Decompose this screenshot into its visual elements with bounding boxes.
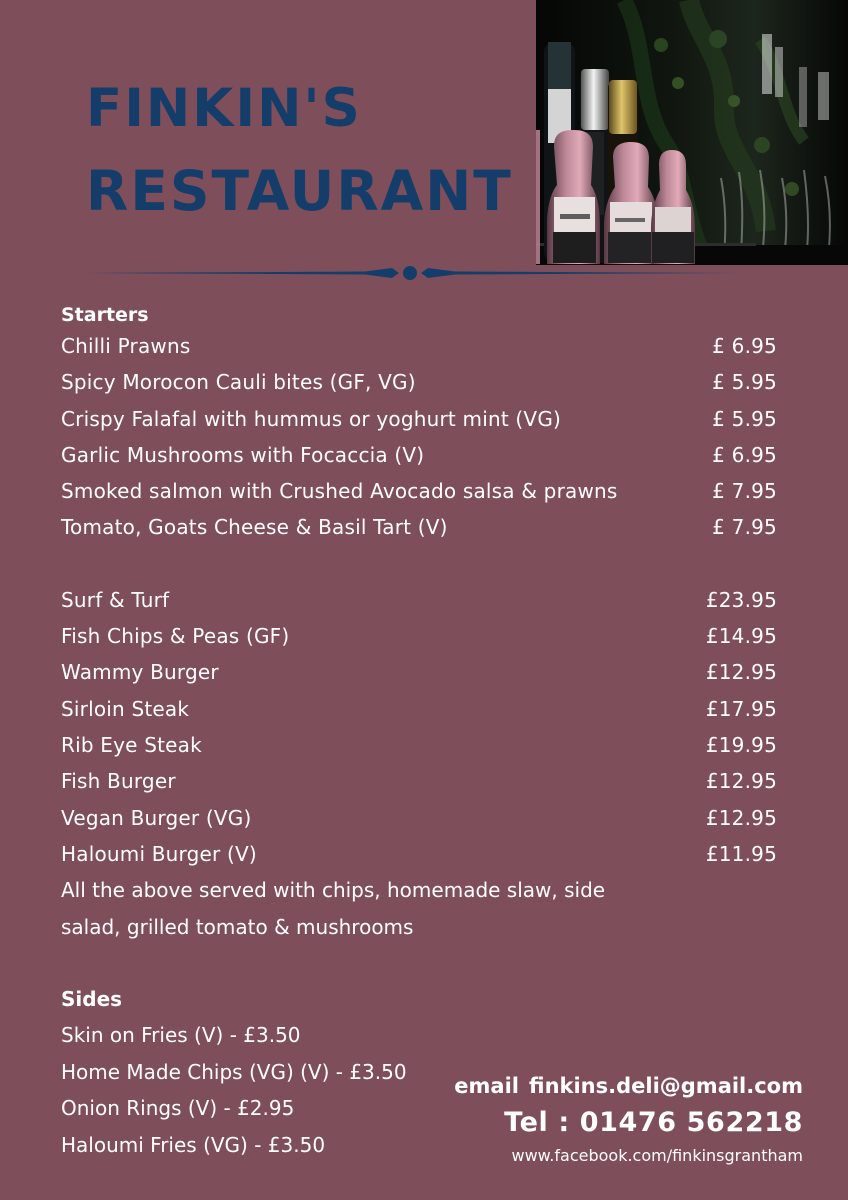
facebook-link[interactable]: www.facebook.com/finkinsgrantham: [511, 1146, 803, 1165]
main-item: [61, 582, 777, 618]
main-item: [61, 763, 777, 799]
starter-item: [61, 401, 777, 437]
starter-name: Crispy Falafal with hummus or yoghurt mint (VG): [61, 406, 562, 431]
telephone-number[interactable]: Tel : 01476 562218: [504, 1107, 803, 1138]
main-name: Wammy Burger: [61, 660, 219, 685]
section-spacer: [61, 945, 777, 981]
main-item: [61, 727, 777, 763]
starter-name: Tomato, Goats Cheese & Basil Tart (V): [61, 515, 448, 540]
starter-price: £ 6.95: [712, 334, 777, 358]
main-name: Rib Eye Steak: [61, 732, 202, 757]
side-item: Skin on Fries (V) - £3.50: [61, 1023, 301, 1048]
starter-name: Smoked salmon with Crushed Avocado salsa & prawns: [61, 479, 618, 504]
main-price: £19.95: [705, 732, 777, 757]
side-item: Home Made Chips (VG) (V) - £3.50: [61, 1059, 407, 1084]
main-price: £12.95: [705, 769, 777, 794]
starter-price: £ 5.95: [712, 370, 777, 395]
starter-item: [61, 473, 777, 509]
email-line: [454, 1071, 803, 1102]
side-item: Onion Rings (V) - £2.95: [61, 1096, 295, 1121]
title-line-two: RESTAURANT: [86, 159, 513, 223]
title-line-one: FINKIN'S: [86, 78, 362, 139]
mains-serving-note: All the above served with chips, homemade slaw, side salad, grilled tomato & mushrooms: [61, 878, 606, 939]
main-item: [61, 691, 777, 727]
starter-price: £ 5.95: [712, 406, 777, 431]
sides-heading: Sides: [61, 987, 123, 1012]
starter-item: [61, 437, 777, 473]
main-price: £14.95: [705, 624, 777, 649]
main-name: Vegan Burger (VG): [61, 805, 252, 830]
starter-price: £ 7.95: [712, 479, 777, 504]
starter-price: £ 6.95: [712, 442, 777, 467]
starter-item: [61, 328, 777, 364]
main-item: [61, 618, 777, 654]
starter-name: Chilli Prawns: [61, 334, 191, 358]
main-price: £11.95: [705, 841, 777, 866]
side-item: Haloumi Fries (VG) - £3.50: [61, 1132, 326, 1157]
starters-heading: Starters: [61, 304, 149, 326]
restaurant-title: [86, 78, 513, 223]
decorative-divider-icon: [85, 262, 740, 284]
starter-item: [61, 509, 777, 545]
menu-content: [61, 302, 777, 1163]
main-price: £12.95: [705, 805, 777, 830]
starter-name: Garlic Mushrooms with Focaccia (V): [61, 442, 425, 467]
starter-name: Spicy Morocon Cauli bites (GF, VG): [61, 370, 416, 395]
wine-bottles-image-icon: [536, 0, 848, 265]
email-label: email: [454, 1074, 519, 1098]
starter-item: [61, 364, 777, 400]
email-address-link[interactable]: finkins.deli@gmail.com: [529, 1074, 803, 1098]
main-name: Haloumi Burger (V): [61, 841, 257, 866]
main-price: £17.95: [705, 696, 777, 721]
main-name: Sirloin Steak: [61, 696, 190, 721]
section-spacer: [61, 546, 777, 582]
wine-bottles-photo: [536, 0, 848, 265]
main-name: Fish Burger: [61, 769, 176, 794]
main-item: [61, 654, 777, 690]
main-item: [61, 836, 777, 872]
contact-information: [454, 1071, 803, 1167]
main-price: £23.95: [705, 587, 777, 612]
main-name: Surf & Turf: [61, 587, 170, 612]
main-price: £12.95: [705, 660, 777, 685]
main-item: [61, 800, 777, 836]
main-name: Fish Chips & Peas (GF): [61, 624, 290, 649]
starter-price: £ 7.95: [712, 515, 777, 540]
